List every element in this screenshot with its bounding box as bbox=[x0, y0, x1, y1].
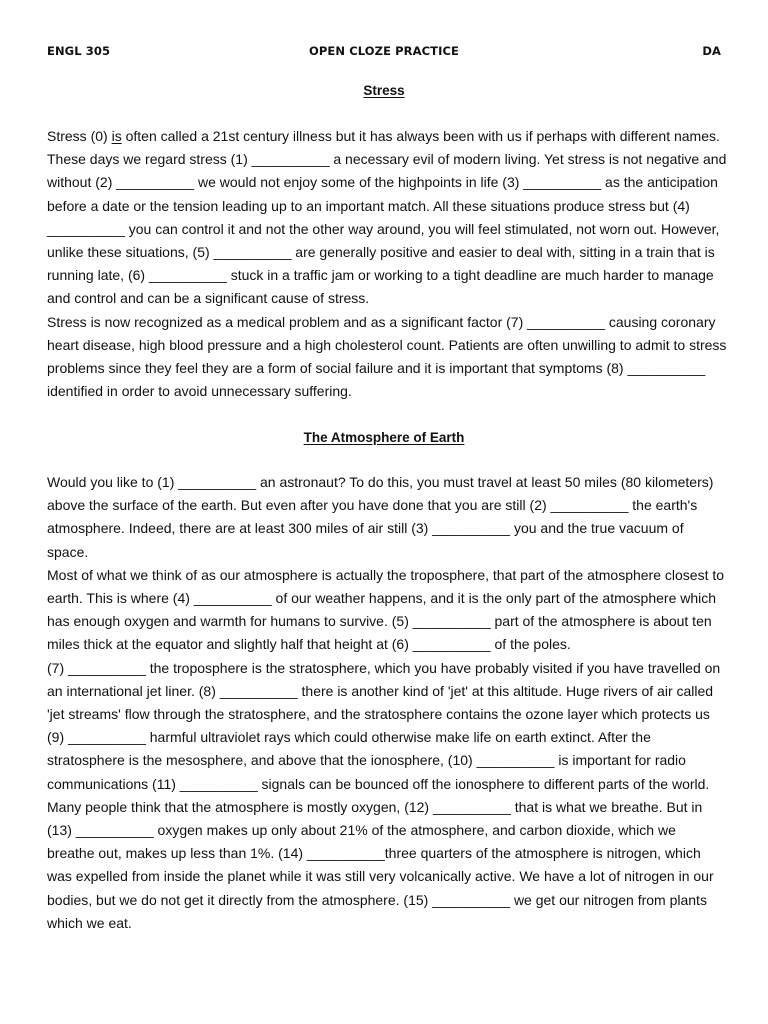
paragraph: Stress is now recognized as a medical problem and as a significant factor (7) __________ causing coronary heart disease, high blood pressure and a high cholesterol count. Patients are often unwilling to admit to stress problems since they feel they are a form of social failure and it is important that symptoms (8) __________ identified in order to avoid unnecessary suffering. bbox=[47, 313, 727, 400]
paragraph-text: often called a 21st century illness but it has always been with us if perhaps with different names. These days we regard stress (1) __________ a necessary evil of modern living. Yet stress is not negative and without (2) __________ we would not enjoy some of the highpoints in life (3) __________ as the anticipation before a date or the tension leading up to an important match. All these situations produce stress but (4) __________ you can control it and not the other way around, you will feel stimulated, not worn out. However, unlike these situations, (5) __________ are generally positive and easier to deal with, sitting in a train that is running late, (6) __________ stuck in a traffic jam or working to a tight deadline are much harder to manage and control and can be a significant cause of stress. bbox=[47, 128, 727, 307]
paragraph-text: Stress (0) bbox=[47, 128, 112, 144]
document-heading: OPEN CLOZE PRACTICE bbox=[309, 44, 459, 58]
section-title-stress: Stress bbox=[363, 83, 405, 98]
course-code: ENGL 305 bbox=[47, 44, 111, 58]
section-title-atmosphere: The Atmosphere of Earth bbox=[303, 430, 465, 445]
paragraph: (7) __________ the troposphere is the stratosphere, which you have probably visited if you have travelled on an international jet liner. (8) __________ there is another kind of 'jet' at this altitude. Huge rivers of air called 'jet streams' flow through the stratosphere, and the stratosphere contains the ozone layer which protects us (9) __________ harmful ultraviolet rays which could otherwise make life on earth extinct. After the stratosphere is the mesosphere, and above that the ionosphere, (10) __________ is important for radio communications (11) __________ signals can be bounced off the ionosphere to different parts of the world. Many people think that the atmosphere is mostly oxygen, (12) __________ that is what we breathe. But in (13) __________ oxygen makes up only about 21% of the atmosphere, and carbon dioxide, which we breathe out, makes up less than 1%. (14) __________three quarters of the atmosphere is nitrogen, which was expelled from inside the planet while it was still very volcanically active. We have a lot of nitrogen in our bodies, but we do not get it directly from the atmosphere. (15) __________ we get our nitrogen from plants which we eat. bbox=[47, 659, 721, 931]
author-initials: DA bbox=[702, 44, 721, 58]
section-body-atmosphere bbox=[47, 471, 727, 935]
paragraph: Most of what we think of as our atmosphere is actually the troposphere, that part of the atmosphere closest to earth. This is where (4) __________ of our weather happens, and it is the only part of the atmosphere which has enough oxygen and warmth for humans to survive. (5) __________ part of the atmosphere is about ten miles thick at the equator and slightly half that height at (6) __________ of the poles. bbox=[47, 566, 725, 653]
page-header bbox=[47, 44, 721, 60]
example-answer: is bbox=[111, 128, 122, 144]
section-body-stress bbox=[47, 125, 727, 403]
paragraph bbox=[47, 125, 727, 311]
paragraph: Would you like to (1) __________ an astronaut? To do this, you must travel at least 50 miles (80 kilometers) above the surface of the earth. But even after you have done that you are still (2) __________ the earth's atmosphere. Indeed, there are at least 300 miles of air still (3) __________ you and the true vacuum of space. bbox=[47, 474, 714, 560]
